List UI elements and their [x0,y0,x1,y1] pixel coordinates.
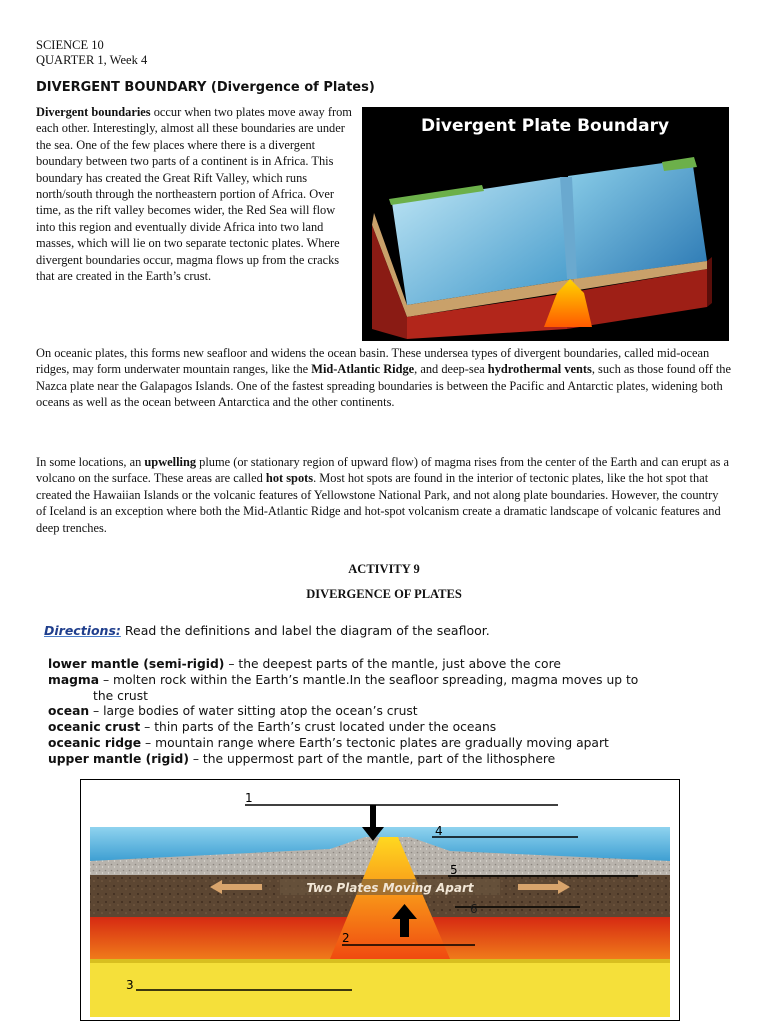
section-title: DIVERGENT BOUNDARY (Divergence of Plates) [36,80,375,95]
figure1-title: Divergent Plate Boundary [420,116,670,136]
activity-number: ACTIVITY 9 [348,562,420,576]
definition-magma [48,673,688,689]
diagram-label-5: 5 [450,863,458,877]
definition-upper-mantle [48,752,688,768]
header-subject: SCIENCE 10 [36,38,104,52]
definition-text: – the deepest parts of the mantle, just above the core [224,657,561,671]
diagram-caption: Two Plates Moving Apart [306,881,474,895]
seafloor-diagram [80,779,680,1021]
definition-text: – large bodies of water sitting atop the ocean’s crust [89,704,418,719]
term-upwelling: upwelling [144,455,197,469]
diagram-label-2: 2 [342,931,350,945]
directions-text: Read the definitions and label the diagram of the seafloor. [120,623,490,638]
paragraph-text: , such as those found off the Nazca plate near the Galapagos Islands. One of the fastest spreading boundaries is between the Pacific and Antarctic plates, widening both oceans as well as the ocean between Antarctica and the other continents. [36,362,731,410]
diagram-label-1: 1 [245,791,253,805]
definition-text: – thin parts of the Earth’s crust located under the oceans [140,720,497,735]
paragraph-oceanic-plates [36,345,731,411]
paragraph-text: . Most hot spots are found in the interior of tectonic plates, like the hot spot that created the Hawaiian Islands or the volcanic features of Yellowstone National Park, and not along plate boundaries. However, the country of Iceland is an exception where both the Mid-Atlantic Ridge and hot-spot volcanism create a dramatic landscape of volcanic features and deep trenches. [36,471,721,535]
directions [44,623,490,638]
header-quarter: QUARTER 1, Week 4 [36,53,148,67]
paragraph-text: occur when two plates move away from each other. Interestingly, almost all these boundaries are under the sea. One of the few places where there is a divergent boundary between two parts of a continent is in Africa. This boundary has created the Great Rift Valley, which runs north/south through the northeastern portion of Africa. Over time, as the rift valley becomes wider, the Red Sea will flow into this region and eventually divide Africa into two land masses, which will lie on two separate tectonic plates. Where divergent boundaries occur, magma flows up from the cracks that are created in the Earth’s crust. [36,105,352,284]
definition-term: oceanic ridge [48,735,142,750]
document-header [36,38,147,68]
definition-text: – mountain range where Earth’s tectonic plates are gradually moving apart [141,735,609,750]
definition-lower-mantle [48,657,688,673]
definition-magma-continued: the crust [93,688,148,703]
definition-term: oceanic crust [48,720,141,735]
paragraph-text: On oceanic plates, this forms new seafloor and widens the ocean basin. These undersea types of divergent boundaries, called mid-ocean ridges, may form underwater mountain ranges, like the [36,346,710,377]
definition-oceanic-ridge [48,736,688,752]
paragraph-hot-spots [36,454,731,536]
paragraph-divergent [36,104,356,284]
paragraph-text: , and deep-sea [414,362,488,377]
diagram-label-4: 4 [435,824,443,838]
term-mid-atlantic-ridge: Mid-Atlantic Ridge [311,362,415,377]
definition-ocean [48,704,688,720]
directions-label: Directions: [44,623,121,638]
definition-term: upper mantle (rigid) [48,751,189,766]
diagram-label-3: 3 [126,978,134,992]
diagram-label-6: 6 [470,902,478,916]
definition-term: magma [48,672,100,687]
definition-term: ocean [48,704,90,719]
activity-title: DIVERGENCE OF PLATES [306,587,462,601]
definition-text: – the uppermost part of the mantle, part of the lithosphere [188,751,556,766]
divergent-plate-boundary-figure [362,107,729,341]
paragraph-text: plume (or stationary region of upward flow) of magma rises from the center of the Earth and can erupt as a volcano on the surface. These areas are called [36,455,730,486]
term-hot-spots: hot spots [265,471,314,486]
term-hydrothermal-vents: hydrothermal vents [487,362,592,377]
paragraph-text: In some locations, an [36,455,145,469]
definition-oceanic-crust [48,720,688,736]
definition-text: – molten rock within the Earth’s mantle.In the seafloor spreading, magma moves up to [99,672,639,687]
definitions-list [48,657,688,768]
term-divergent-boundaries: Divergent boundaries [36,105,151,119]
definition-term: lower mantle (semi-rigid) [48,657,225,671]
